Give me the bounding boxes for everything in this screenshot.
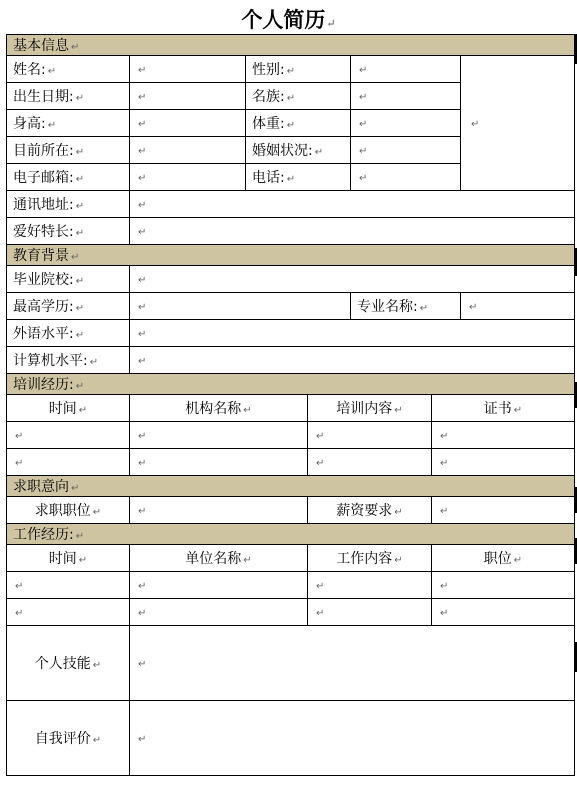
work-cell[interactable]: ↵ bbox=[130, 572, 308, 599]
section-job-intention: 求职意向 ↵ bbox=[7, 476, 575, 497]
label-address: 通讯地址: ↵ bbox=[7, 191, 130, 218]
work-cell[interactable]: ↵ bbox=[308, 572, 432, 599]
page-title: 个人简历↵ bbox=[241, 7, 336, 32]
field-hobbies[interactable]: ↵ bbox=[130, 218, 575, 245]
label-salary: 薪资要求 ↵ bbox=[308, 497, 432, 524]
label-birth-date: 出生日期: ↵ bbox=[7, 83, 130, 110]
field-computer[interactable]: ↵ bbox=[130, 347, 575, 374]
training-cell[interactable]: ↵ bbox=[130, 422, 308, 449]
field-salary[interactable]: ↵ bbox=[432, 497, 575, 524]
training-header-certificate: 证书 ↵ bbox=[432, 395, 575, 422]
section-education: 教育背景 ↵ bbox=[7, 245, 575, 266]
field-email[interactable]: ↵ bbox=[130, 164, 246, 191]
field-address[interactable]: ↵ bbox=[130, 191, 575, 218]
paragraph-mark-icon: ↵ bbox=[326, 17, 336, 30]
work-row bbox=[7, 599, 575, 626]
field-phone[interactable]: ↵ bbox=[351, 164, 461, 191]
label-language: 外语水平: ↵ bbox=[7, 320, 130, 347]
training-cell[interactable]: ↵ bbox=[7, 449, 130, 476]
section-training: 培训经历: ↵ bbox=[7, 374, 575, 395]
label-marital-status: 婚姻状况: ↵ bbox=[246, 137, 351, 164]
work-header-content: 工作内容 ↵ bbox=[308, 545, 432, 572]
work-cell[interactable]: ↵ bbox=[308, 599, 432, 626]
photo-box[interactable]: ↵ bbox=[461, 56, 575, 191]
label-major: 专业名称: ↵ bbox=[351, 293, 461, 320]
training-header-time: 时间 ↵ bbox=[7, 395, 130, 422]
label-self-evaluation: 自我评价 ↵ bbox=[7, 701, 130, 776]
label-height: 身高: ↵ bbox=[7, 110, 130, 137]
work-cell[interactable]: ↵ bbox=[432, 572, 575, 599]
field-weight[interactable]: ↵ bbox=[351, 110, 461, 137]
work-cell[interactable]: ↵ bbox=[130, 599, 308, 626]
work-header-time: 时间 ↵ bbox=[7, 545, 130, 572]
training-header-institution: 机构名称 ↵ bbox=[130, 395, 308, 422]
field-language[interactable]: ↵ bbox=[130, 320, 575, 347]
training-cell[interactable]: ↵ bbox=[308, 449, 432, 476]
field-birth-date[interactable]: ↵ bbox=[130, 83, 246, 110]
label-phone: 电话: ↵ bbox=[246, 164, 351, 191]
work-row bbox=[7, 572, 575, 599]
work-header-company: 单位名称 ↵ bbox=[130, 545, 308, 572]
work-cell[interactable]: ↵ bbox=[7, 572, 130, 599]
work-header-position: 职位 ↵ bbox=[432, 545, 575, 572]
field-school[interactable]: ↵ bbox=[130, 266, 575, 293]
training-cell[interactable]: ↵ bbox=[432, 449, 575, 476]
work-cell[interactable]: ↵ bbox=[7, 599, 130, 626]
training-header-content: 培训内容 ↵ bbox=[308, 395, 432, 422]
field-self-evaluation[interactable]: ↵ bbox=[130, 701, 575, 776]
training-cell[interactable]: ↵ bbox=[7, 422, 130, 449]
label-ethnicity: 名族: ↵ bbox=[246, 83, 351, 110]
field-skills[interactable]: ↵ bbox=[130, 626, 575, 701]
label-gender: 性别: ↵ bbox=[246, 56, 351, 83]
field-name[interactable]: ↵ bbox=[130, 56, 246, 83]
field-desired-position[interactable]: ↵ bbox=[130, 497, 308, 524]
training-cell[interactable]: ↵ bbox=[432, 422, 575, 449]
training-cell[interactable]: ↵ bbox=[130, 449, 308, 476]
label-computer: 计算机水平: ↵ bbox=[7, 347, 130, 374]
label-hobbies: 爱好特长: ↵ bbox=[7, 218, 130, 245]
field-ethnicity[interactable]: ↵ bbox=[351, 83, 461, 110]
label-location: 目前所在: ↵ bbox=[7, 137, 130, 164]
work-cell[interactable]: ↵ bbox=[432, 599, 575, 626]
field-marital-status[interactable]: ↵ bbox=[351, 137, 461, 164]
section-basic-info: 基本信息 ↵ bbox=[7, 35, 575, 56]
training-row bbox=[7, 422, 575, 449]
label-weight: 体重: ↵ bbox=[246, 110, 351, 137]
field-major[interactable]: ↵ bbox=[461, 293, 575, 320]
field-gender[interactable]: ↵ bbox=[351, 56, 461, 83]
label-degree: 最高学历: ↵ bbox=[7, 293, 130, 320]
label-desired-position: 求职职位 ↵ bbox=[7, 497, 130, 524]
label-school: 毕业院校: ↵ bbox=[7, 266, 130, 293]
resume-table bbox=[6, 34, 575, 776]
section-work-experience: 工作经历: ↵ bbox=[7, 524, 575, 545]
label-name: 姓名: ↵ bbox=[7, 56, 130, 83]
label-skills: 个人技能 ↵ bbox=[7, 626, 130, 701]
training-cell[interactable]: ↵ bbox=[308, 422, 432, 449]
label-email: 电子邮箱: ↵ bbox=[7, 164, 130, 191]
training-row bbox=[7, 449, 575, 476]
field-location[interactable]: ↵ bbox=[130, 137, 246, 164]
field-degree[interactable]: ↵ bbox=[130, 293, 351, 320]
field-height[interactable]: ↵ bbox=[130, 110, 246, 137]
